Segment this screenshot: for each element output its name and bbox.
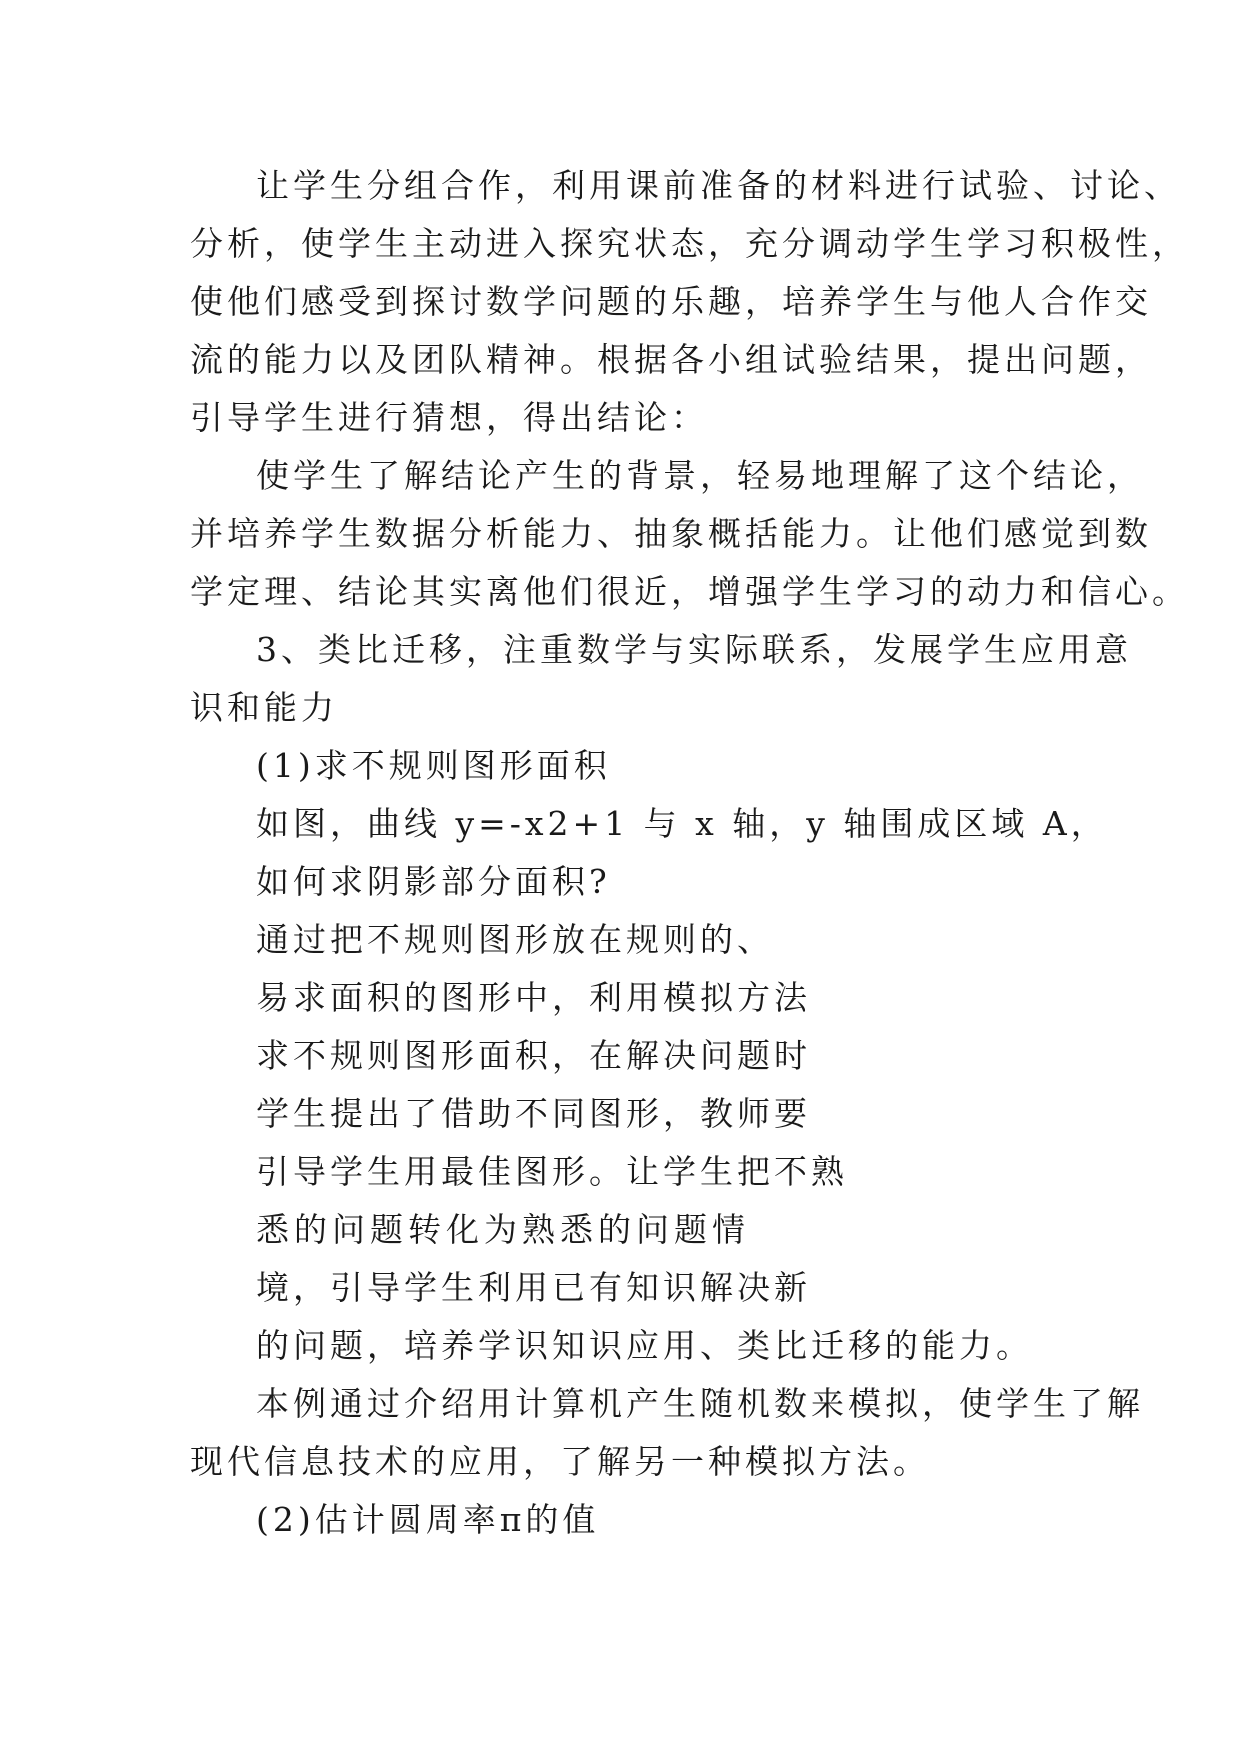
paragraph-line: 并培养学生数据分析能力、抽象概括能力。让他们感觉到数 [190,514,1152,553]
paragraph-line: 本例通过介绍用计算机产生随机数来模拟，使学生了解 [256,1384,1144,1423]
paragraph-line: 学定理、结论其实离他们很近，增强学生学习的动力和信心。 [190,572,1189,611]
paragraph-line: 学生提出了借助不同图形，教师要 [256,1094,811,1133]
paragraph-line: 如何求阴影部分面积? [256,862,611,901]
paragraph-line: 引导学生用最佳图形。让学生把不熟 [256,1152,848,1191]
paragraph-line: 引导学生进行猜想，得出结论： [190,398,708,437]
paragraph-line: 现代信息技术的应用，了解另一种模拟方法。 [190,1442,930,1481]
paragraph-line: 流的能力以及团队精神。根据各小组试验结果，提出问题， [190,340,1152,379]
paragraph-line: 如图，曲线 y=-x2+1 与 x 轴，y 轴围成区域 A， [256,804,1108,843]
paragraph-line: 易求面积的图形中，利用模拟方法 [256,978,811,1017]
subheading: (1)求不规则图形面积 [256,746,611,785]
paragraph-line: 分析，使学生主动进入探究状态，充分调动学生学习积极性， [190,224,1189,263]
subheading: (2)估计圆周率π的值 [256,1500,600,1539]
paragraph-line: 境，引导学生利用已有知识解决新 [256,1268,811,1307]
paragraph-line: 使他们感受到探讨数学问题的乐趣，培养学生与他人合作交 [190,282,1152,321]
paragraph-line: 悉的问题转化为熟悉的问题情 [256,1210,750,1249]
paragraph-line: 通过把不规则图形放在规则的、 [256,920,774,959]
paragraph-line: 使学生了解结论产生的背景，轻易地理解了这个结论， [256,456,1144,495]
paragraph-line: 求不规则图形面积，在解决问题时 [256,1036,811,1075]
section-heading-line: 3、类比迁移，注重数学与实际联系，发展学生应用意 [256,630,1132,669]
paragraph-line: 让学生分组合作，利用课前准备的材料进行试验、讨论、 [256,166,1181,205]
paragraph-line: 的问题，培养学识知识应用、类比迁移的能力。 [256,1326,1033,1365]
section-heading-line: 识和能力 [190,688,338,727]
